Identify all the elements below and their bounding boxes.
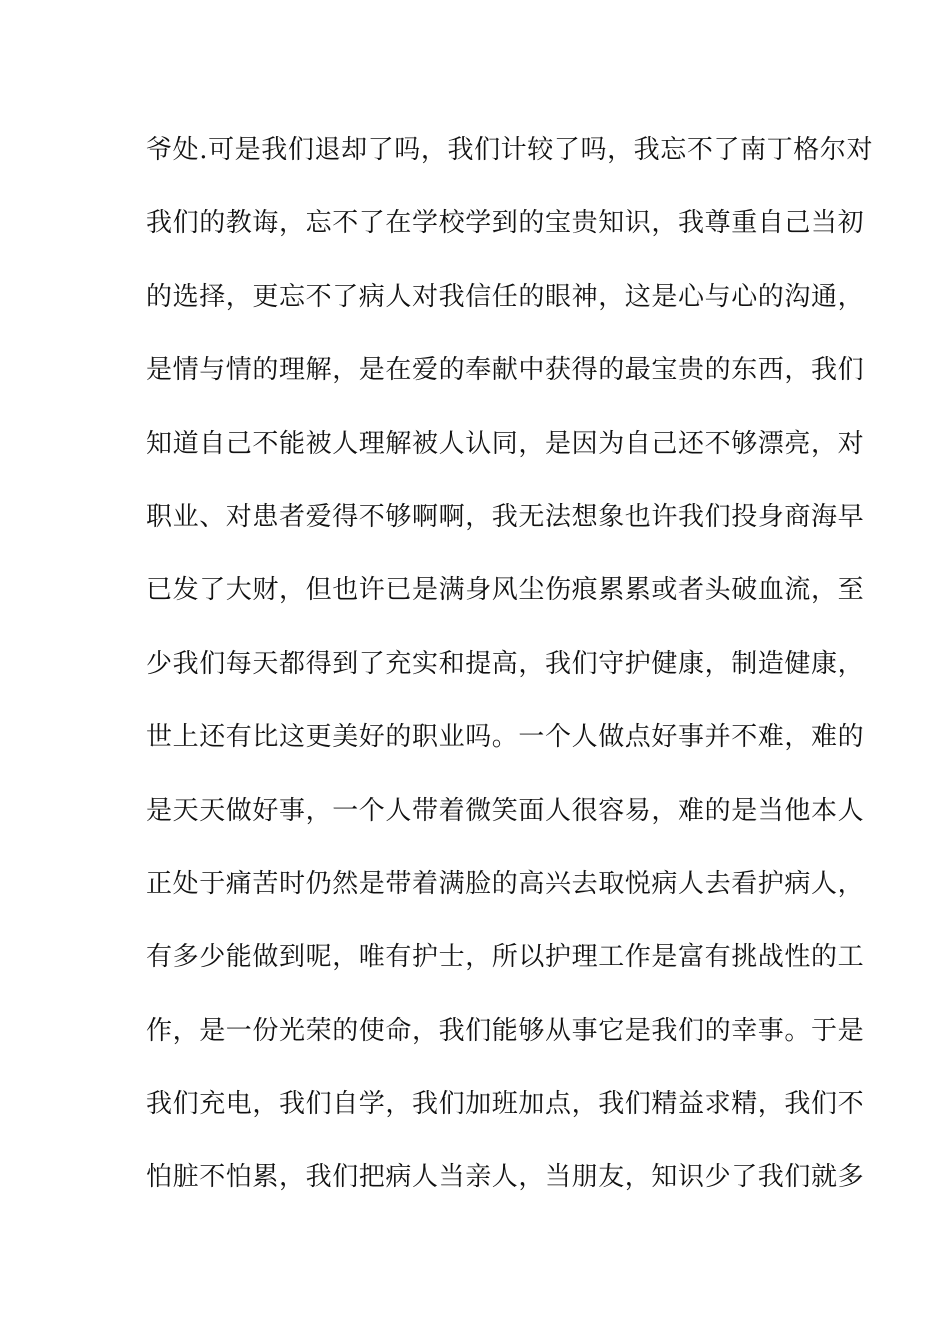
- text-line: 的选择，更忘不了病人对我信任的眼神，这是心与心的沟通，: [146, 281, 865, 312]
- text-line: 世上还有比这更美好的职业吗。一个人做点好事并不难，难的: [146, 722, 865, 753]
- text-line: 正处于痛苦时仍然是带着满脸的高兴去取悦病人去看护病人，: [146, 868, 865, 899]
- text-line: 知道自己不能被人理解被人认同，是因为自己还不够漂亮，对: [146, 428, 865, 459]
- text-line: 职业、对患者爱得不够啊啊，我无法想象也许我们投身商海早: [146, 501, 865, 532]
- text-line: 有多少能做到呢，唯有护士，所以护理工作是富有挑战性的工: [146, 942, 865, 973]
- text-line: 怕脏不怕累，我们把病人当亲人，当朋友，知识少了我们就多: [146, 1162, 865, 1193]
- text-line: 作，是一份光荣的使命，我们能够从事它是我们的幸事。于是: [146, 1015, 865, 1046]
- text-line: 我们的教诲，忘不了在学校学到的宝贵知识，我尊重自己当初: [146, 208, 865, 239]
- text-line: 已发了大财，但也许已是满身风尘伤痕累累或者头破血流，至: [146, 575, 865, 606]
- text-line: 少我们每天都得到了充实和提高，我们守护健康，制造健康，: [146, 648, 865, 679]
- text-line: 是情与情的理解，是在爱的奉献中获得的最宝贵的东西，我们: [146, 355, 865, 386]
- body-text: [146, 130, 874, 1231]
- text-line: 我们充电，我们自学，我们加班加点，我们精益求精，我们不: [146, 1089, 865, 1120]
- text-line: 爷处.可是我们退却了吗，我们计较了吗，我忘不了南丁格尔对: [146, 135, 874, 165]
- text-line: 是天天做好事，一个人带着微笑面人很容易，难的是当他本人: [146, 795, 865, 826]
